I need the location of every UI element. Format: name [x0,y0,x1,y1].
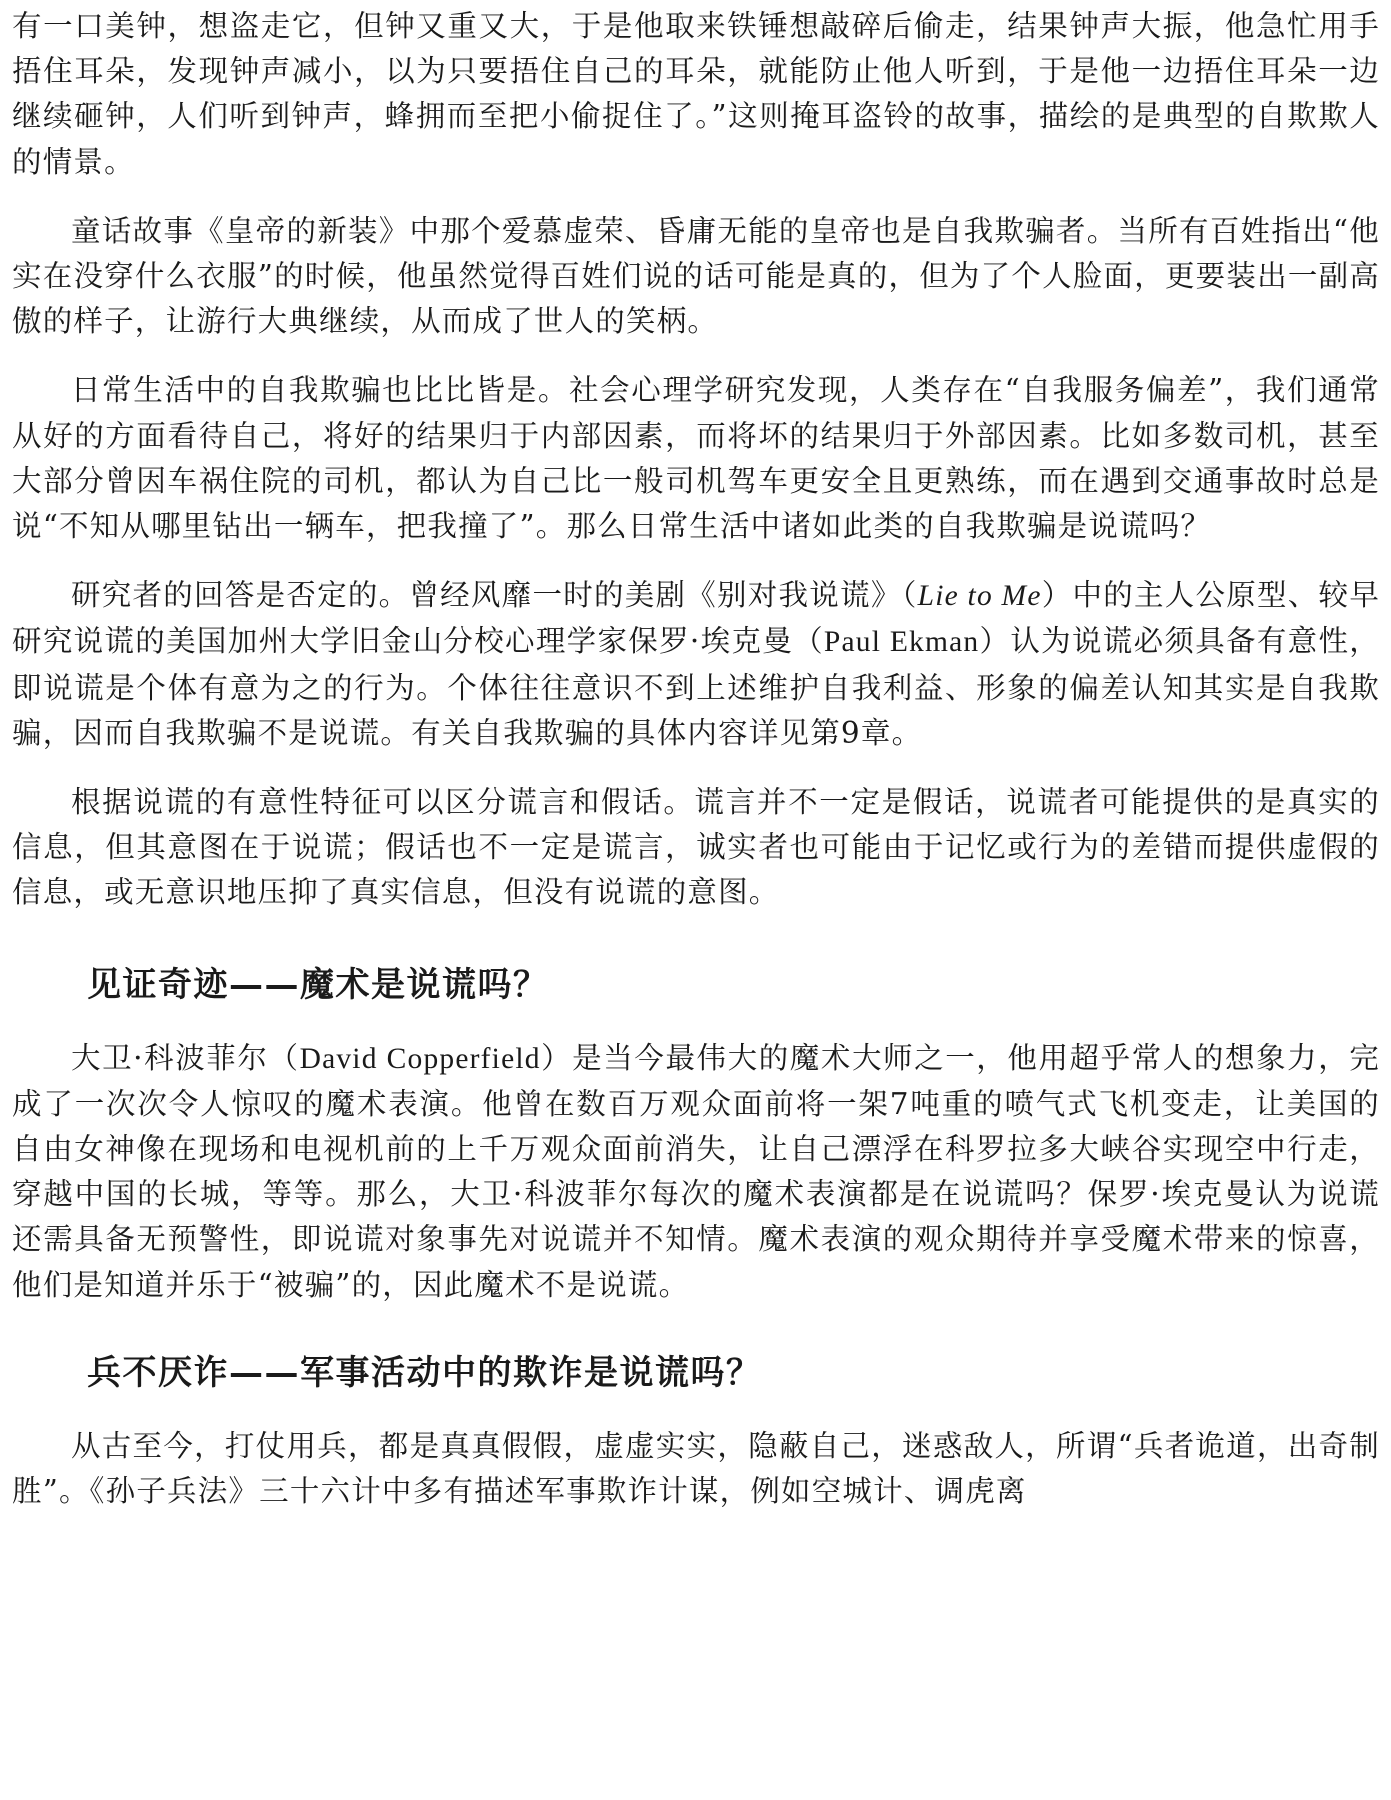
document-page [12,0,1380,1538]
paragraph-text-segment: 大卫·科波菲尔（ [71,1040,300,1075]
paragraph-lie-vs-falsehood: 根据说谎的有意性特征可以区分谎言和假话。谎言并不一定是假话，说谎者可能提供的是真实的信息，但其意图在于说谎；假话也不一定是谎言，诚实者也可能由于记忆或行为的差错而提供虚假的信息，或无意识地压抑了真实信息，但没有说谎的意图。 [12,785,1380,910]
section-heading-military: 兵不厌诈——军事活动中的欺诈是说谎吗？ [87,1352,762,1393]
paragraph-copperfield [12,1036,1380,1308]
person-name-english: David Copperfield [299,1042,541,1075]
person-name-english: Paul Ekman [823,626,980,659]
paragraph-emperor-new-clothes: 童话故事《皇帝的新装》中那个爱慕虚荣、昏庸无能的皇帝也是自我欺骗者。当所有百姓指出“他实在没穿什么衣服”的时候，他虽然觉得百姓们说的话可能是真的，但为了个人脸面，更要装出一副高傲的样子，让游行大典继续，从而成了世人的笑柄。 [12,213,1380,339]
paragraph-text-segment: ）是当今最伟大的魔术大师之一，他用超乎常人的想象力，完成了一次次令人惊叹的魔术表演。他曾在数百万观众面前将一架7吨重的喷气式飞机变走，让美国的自由女神像在现场和电视机前的上千万观众面前消失，让自己漂浮在科罗拉多大峡谷实现空中行走，穿越中国的长城，等等。那么，大卫·科波菲尔每次的魔术表演都是在说谎吗？保罗·埃克曼认为说谎还需具备无预警性，即说谎对象事先对说谎并不知情。魔术表演的观众期待并享受魔术带来的惊喜，他们是知道并乐于“被骗”的，因此魔术不是说谎。 [12,1040,1380,1302]
paragraph-bell-story: 有一口美钟，想盗走它，但钟又重又大，于是他取来铁锤想敲碎后偷走，结果钟声大振，他急忙用手捂住耳朵，发现钟声减小，以为只要捂住自己的耳朵，就能防止他人听到，于是他一边捂住耳朵一边继续砸钟，人们听到钟声，蜂拥而至把小偷捉住了。”这则掩耳盗铃的故事，描绘的是典型的自欺欺人的情景。 [12,9,1380,179]
paragraph-military-deception: 从古至今，打仗用兵，都是真真假假，虚虚实实，隐蔽自己，迷惑敌人，所谓“兵者诡道，出奇制胜”。《孙子兵法》三十六计中多有描述军事欺诈计谋，例如空城计、调虎离 [12,1428,1380,1509]
paragraph-text-segment: ）认为说谎必须具备有意性，即说谎是个体有意为之的行为。个体往往意识不到上述维护自我利益、形象的偏差认知其实是自我欺骗，因而自我欺骗不是说谎。有关自我欺骗的具体内容详见第9章。 [12,624,1380,750]
show-title-english: Lie to Me [917,580,1042,613]
paragraph-self-serving-bias: 日常生活中的自我欺骗也比比皆是。社会心理学研究发现，人类存在“自我服务偏差”，我们通常从好的方面看待自己，将好的结果归于内部因素，而将坏的结果归于外部因素。比如多数司机，甚至大部分曾因车祸住院的司机，都认为自己比一般司机驾车更安全且更熟练，而在遇到交通事故时总是说“不知从哪里钻出一辆车，把我撞了”。那么日常生活中诸如此类的自我欺骗是说谎吗？ [12,373,1380,544]
section-heading-magic: 见证奇迹——魔术是说谎吗？ [87,964,549,1005]
paragraph-text-segment: ）中的主人公原型、较早研究说谎的美国加州大学旧金山分校心理学家保罗·埃克曼（ [12,578,1381,659]
paragraph-researcher-answer [12,573,1380,756]
paragraph-text-segment: 研究者的回答是否定的。曾经风靡一时的美剧《别对我说谎》（ [71,578,918,613]
